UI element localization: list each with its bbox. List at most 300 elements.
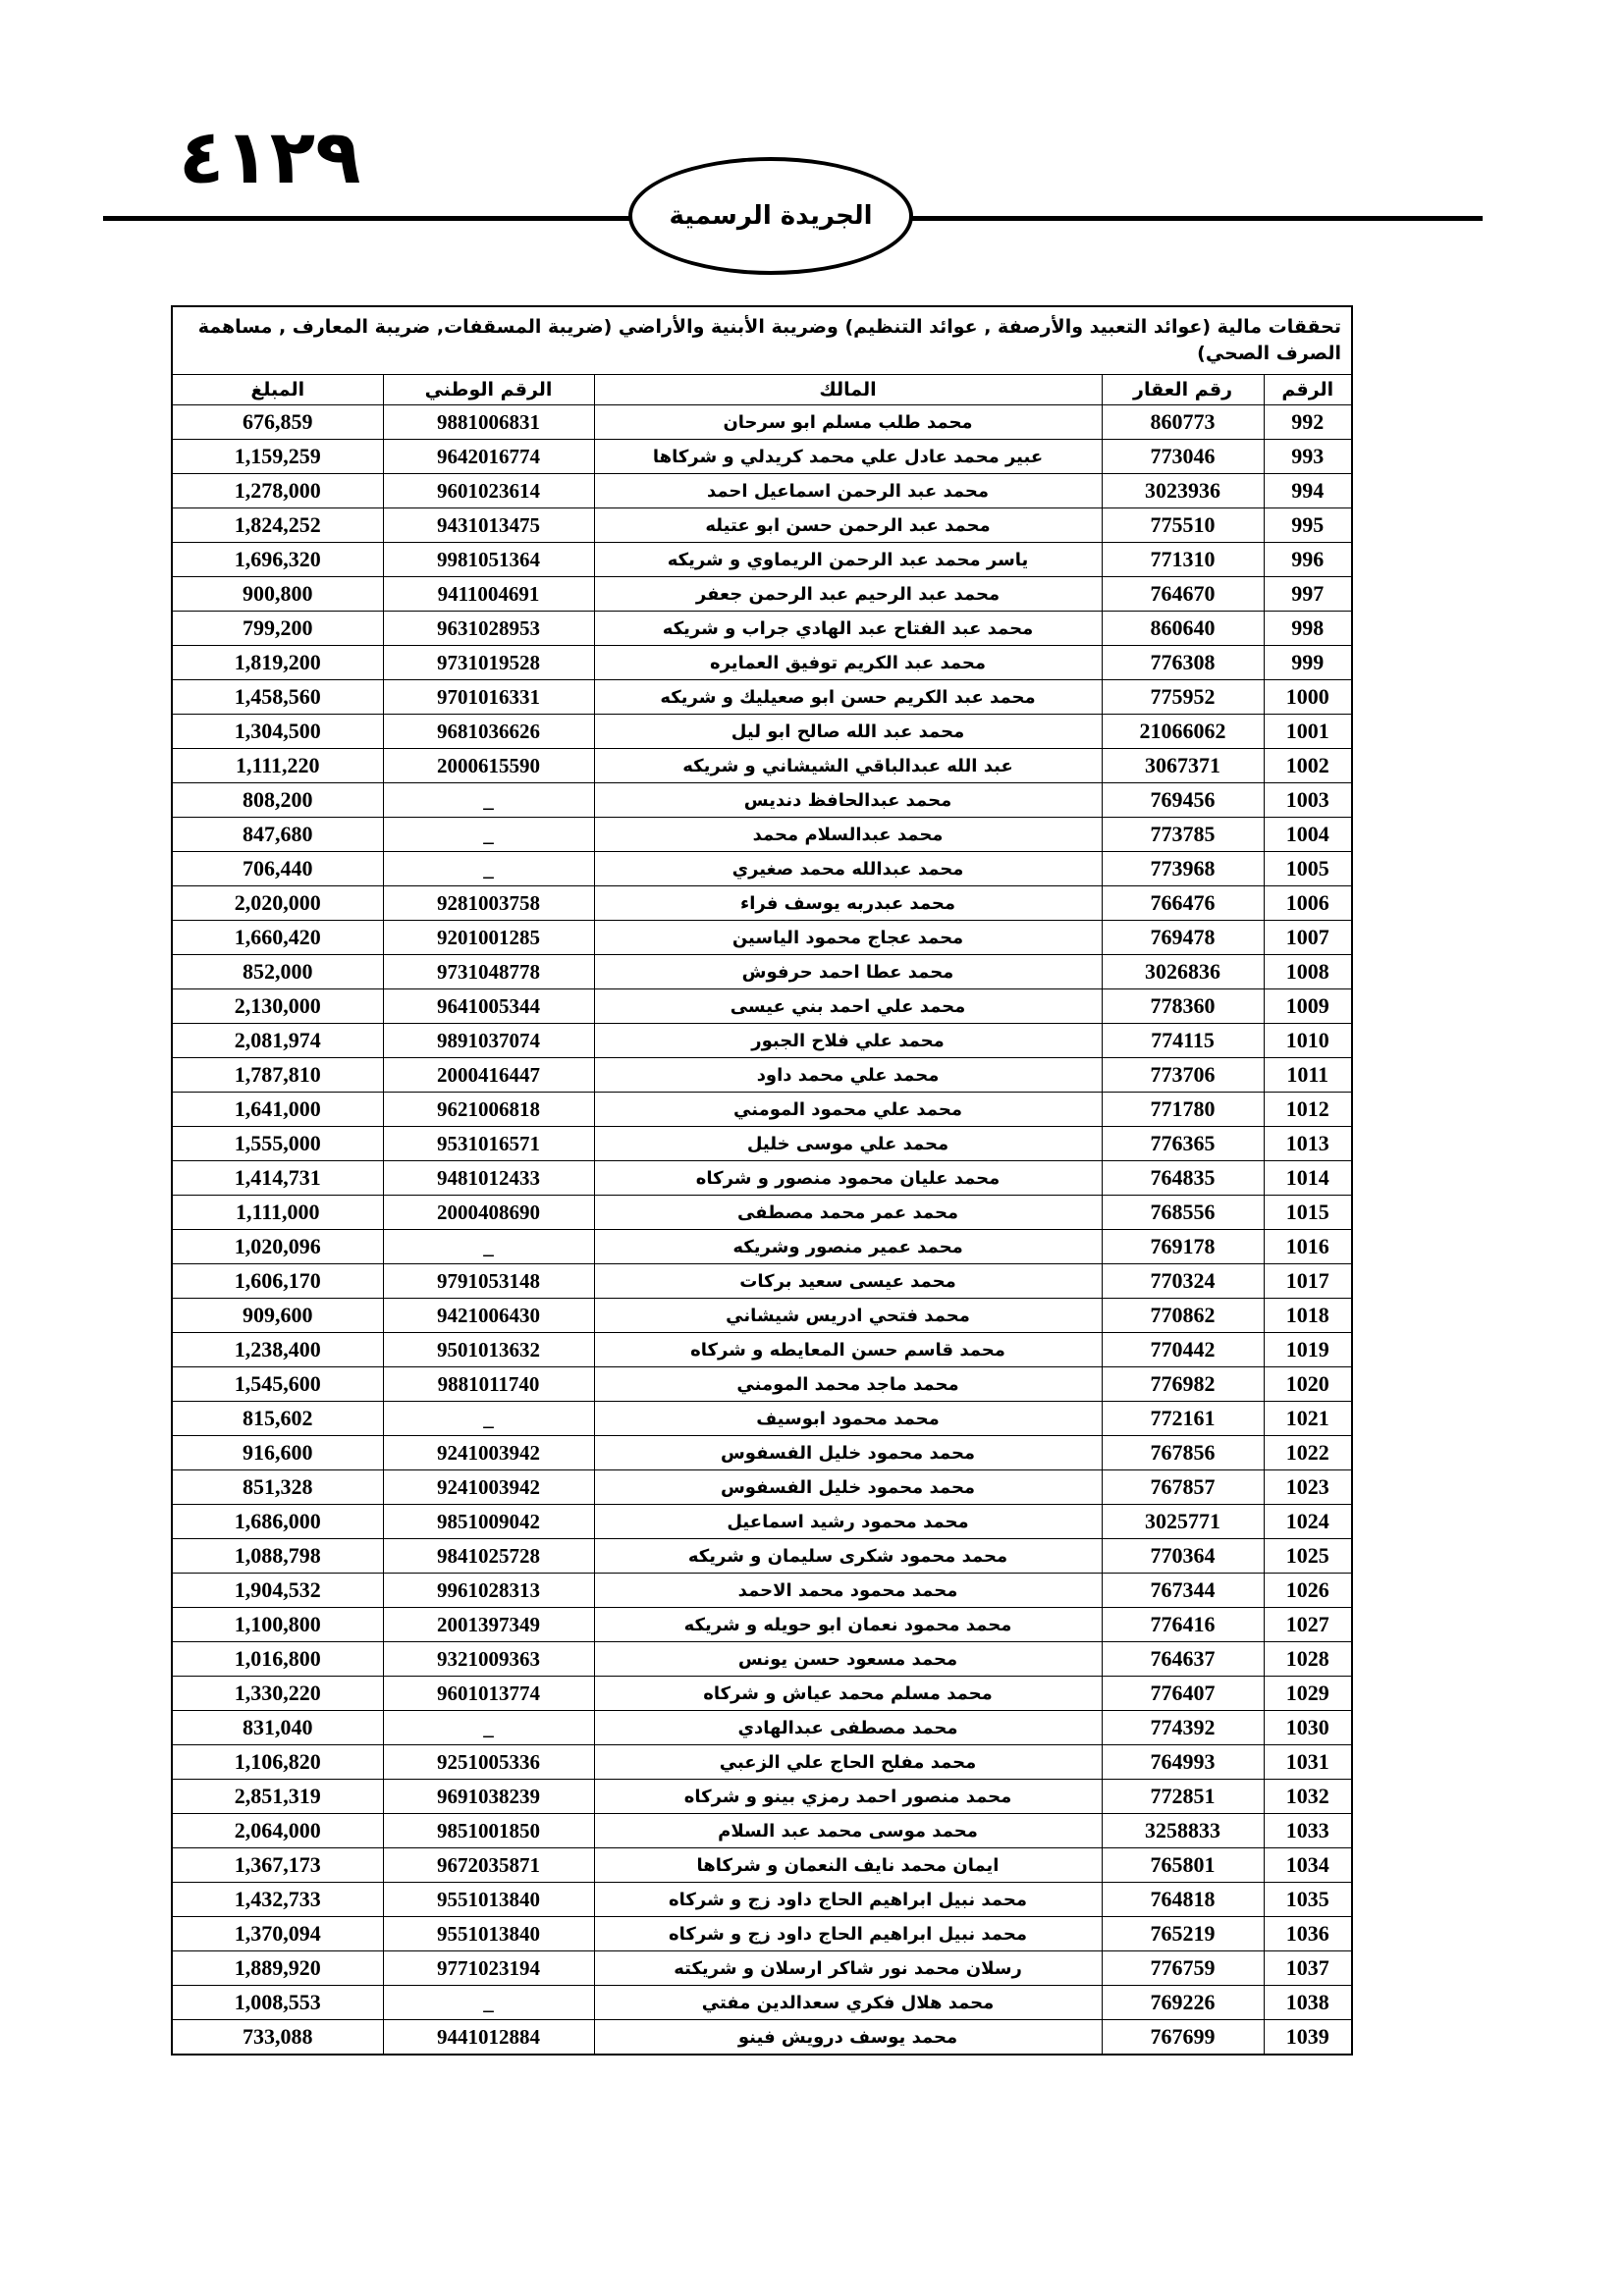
cell-seq: 1001	[1264, 715, 1352, 749]
cell-national: _	[383, 818, 594, 852]
cell-property: 773046	[1102, 440, 1264, 474]
cell-amount: 676,859	[172, 405, 383, 440]
cell-amount: 1,414,731	[172, 1161, 383, 1196]
table-row	[172, 1093, 1352, 1127]
cell-owner: محمد نبيل ابراهيم الحاج داود زج و شركاه	[594, 1883, 1102, 1917]
cell-owner: محمد محمود محمد الاحمد	[594, 1574, 1102, 1608]
cell-property: 764993	[1102, 1745, 1264, 1780]
cell-seq: 993	[1264, 440, 1352, 474]
cell-amount: 1,020,096	[172, 1230, 383, 1264]
cell-owner: محمد مسلم محمد عياش و شركاه	[594, 1677, 1102, 1711]
cell-owner: عبير محمد عادل علي محمد كريدلي و شركاها	[594, 440, 1102, 474]
table-row	[172, 508, 1352, 543]
cell-property: 21066062	[1102, 715, 1264, 749]
cell-property: 769178	[1102, 1230, 1264, 1264]
cell-amount: 851,328	[172, 1470, 383, 1505]
cell-national: _	[383, 1402, 594, 1436]
cell-property: 773706	[1102, 1058, 1264, 1093]
cell-national: 9981051364	[383, 543, 594, 577]
cell-owner: محمد عجاج محمود الياسين	[594, 921, 1102, 955]
table-row	[172, 1470, 1352, 1505]
cell-seq: 995	[1264, 508, 1352, 543]
table-row	[172, 405, 1352, 440]
cell-national: _	[383, 1230, 594, 1264]
cell-owner: محمد محمود نعمان ابو حويله و شريكه	[594, 1608, 1102, 1642]
cell-property: 772851	[1102, 1780, 1264, 1814]
cell-owner: محمد طلب مسلم ابو سرحان	[594, 405, 1102, 440]
cell-seq: 1028	[1264, 1642, 1352, 1677]
cell-seq: 1015	[1264, 1196, 1352, 1230]
table-row	[172, 1539, 1352, 1574]
cell-seq: 1007	[1264, 921, 1352, 955]
cell-property: 860640	[1102, 612, 1264, 646]
cell-owner: محمد عبد الرحيم عبد الرحمن جعفر	[594, 577, 1102, 612]
cell-amount: 2,020,000	[172, 886, 383, 921]
table-row	[172, 1574, 1352, 1608]
cell-owner: محمد محمود خليل الفسفوس	[594, 1470, 1102, 1505]
cell-property: 775510	[1102, 508, 1264, 543]
cell-amount: 706,440	[172, 852, 383, 886]
table-row	[172, 1745, 1352, 1780]
cell-national: 9961028313	[383, 1574, 594, 1608]
cell-amount: 1,824,252	[172, 508, 383, 543]
table-row	[172, 1917, 1352, 1951]
cell-seq: 1035	[1264, 1883, 1352, 1917]
cell-national: 9881011740	[383, 1367, 594, 1402]
cell-seq: 1005	[1264, 852, 1352, 886]
table-row	[172, 1127, 1352, 1161]
cell-seq: 1030	[1264, 1711, 1352, 1745]
records-table	[171, 305, 1353, 2056]
cell-owner: محمد علي احمد بني عيسى	[594, 989, 1102, 1024]
cell-property: 764818	[1102, 1883, 1264, 1917]
cell-amount: 1,008,553	[172, 1986, 383, 2020]
cell-seq: 999	[1264, 646, 1352, 680]
table-row	[172, 1505, 1352, 1539]
cell-amount: 1,606,170	[172, 1264, 383, 1299]
table-row	[172, 1367, 1352, 1402]
cell-seq: 994	[1264, 474, 1352, 508]
table-row	[172, 1642, 1352, 1677]
cell-property: 772161	[1102, 1402, 1264, 1436]
table-row	[172, 1780, 1352, 1814]
cell-seq: 992	[1264, 405, 1352, 440]
cell-seq: 1022	[1264, 1436, 1352, 1470]
cell-amount: 1,100,800	[172, 1608, 383, 1642]
table-row	[172, 1848, 1352, 1883]
header-property: رقم العقار	[1102, 375, 1264, 405]
cell-amount: 831,040	[172, 1711, 383, 1745]
table-row	[172, 886, 1352, 921]
table-row	[172, 1608, 1352, 1642]
cell-seq: 1012	[1264, 1093, 1352, 1127]
cell-amount: 1,686,000	[172, 1505, 383, 1539]
table-row	[172, 715, 1352, 749]
cell-property: 770862	[1102, 1299, 1264, 1333]
cell-owner: ياسر محمد عبد الرحمن الريماوي و شريكه	[594, 543, 1102, 577]
cell-property: 764670	[1102, 577, 1264, 612]
cell-amount: 1,696,320	[172, 543, 383, 577]
cell-national: 9641005344	[383, 989, 594, 1024]
cell-national: 9531016571	[383, 1127, 594, 1161]
cell-property: 770442	[1102, 1333, 1264, 1367]
cell-amount: 1,111,220	[172, 749, 383, 783]
cell-amount: 1,370,094	[172, 1917, 383, 1951]
table-row	[172, 440, 1352, 474]
cell-national: 9441012884	[383, 2020, 594, 2056]
header-oval	[628, 157, 913, 275]
cell-property: 776308	[1102, 646, 1264, 680]
cell-seq: 1013	[1264, 1127, 1352, 1161]
cell-national: 2000416447	[383, 1058, 594, 1093]
cell-property: 3023936	[1102, 474, 1264, 508]
cell-property: 765801	[1102, 1848, 1264, 1883]
cell-property: 776416	[1102, 1608, 1264, 1642]
cell-seq: 1018	[1264, 1299, 1352, 1333]
cell-national: 9731048778	[383, 955, 594, 989]
cell-owner: محمد عبدالحافظ دنديس	[594, 783, 1102, 818]
cell-national: 9251005336	[383, 1745, 594, 1780]
cell-national: 9701016331	[383, 680, 594, 715]
cell-property: 778360	[1102, 989, 1264, 1024]
cell-amount: 2,081,974	[172, 1024, 383, 1058]
cell-seq: 1036	[1264, 1917, 1352, 1951]
cell-amount: 916,600	[172, 1436, 383, 1470]
cell-seq: 1003	[1264, 783, 1352, 818]
cell-property: 771780	[1102, 1093, 1264, 1127]
cell-amount: 2,130,000	[172, 989, 383, 1024]
cell-amount: 1,106,820	[172, 1745, 383, 1780]
header-title: الجريدة الرسمية	[669, 201, 873, 231]
cell-owner: محمد علي موسى خليل	[594, 1127, 1102, 1161]
cell-owner: محمد مصطفى عبدالهادي	[594, 1711, 1102, 1745]
cell-property: 769456	[1102, 783, 1264, 818]
cell-amount: 1,238,400	[172, 1333, 383, 1367]
cell-seq: 1025	[1264, 1539, 1352, 1574]
cell-owner: رسلان محمد نور شاكر ارسلان و شريكته	[594, 1951, 1102, 1986]
cell-owner: محمد محمود خليل الفسفوس	[594, 1436, 1102, 1470]
table-row	[172, 612, 1352, 646]
cell-amount: 1,819,200	[172, 646, 383, 680]
cell-owner: محمد مفلح الحاج علي الزعبي	[594, 1745, 1102, 1780]
cell-property: 770324	[1102, 1264, 1264, 1299]
cell-property: 776982	[1102, 1367, 1264, 1402]
cell-seq: 1031	[1264, 1745, 1352, 1780]
cell-property: 767699	[1102, 2020, 1264, 2056]
cell-owner: محمد عطا احمد حرفوش	[594, 955, 1102, 989]
header-owner: المالك	[594, 375, 1102, 405]
cell-amount: 1,545,600	[172, 1367, 383, 1402]
cell-amount: 1,555,000	[172, 1127, 383, 1161]
table-row	[172, 1951, 1352, 1986]
cell-property: 773968	[1102, 852, 1264, 886]
cell-seq: 997	[1264, 577, 1352, 612]
cell-owner: محمد محمود شكرى سليمان و شريكه	[594, 1539, 1102, 1574]
cell-seq: 1020	[1264, 1367, 1352, 1402]
cell-owner: محمد عبدربه يوسف فراء	[594, 886, 1102, 921]
cell-owner: محمد عمر محمد مصطفى	[594, 1196, 1102, 1230]
cell-owner: محمد يوسف درويش فينو	[594, 2020, 1102, 2056]
table-row	[172, 646, 1352, 680]
cell-owner: محمد هلال فكري سعدالدين مفتي	[594, 1986, 1102, 2020]
cell-owner: محمد عبدالله محمد صغيري	[594, 852, 1102, 886]
header-amount: المبلغ	[172, 375, 383, 405]
table-row	[172, 1814, 1352, 1848]
cell-national: _	[383, 1986, 594, 2020]
cell-national: 9281003758	[383, 886, 594, 921]
cell-property: 764835	[1102, 1161, 1264, 1196]
cell-owner: محمد عبد الرحمن حسن ابو عتيله	[594, 508, 1102, 543]
cell-national: 9601023614	[383, 474, 594, 508]
cell-owner: محمد موسى محمد عبد السلام	[594, 1814, 1102, 1848]
page-number: ٤١٢٩	[179, 113, 361, 200]
cell-amount: 808,200	[172, 783, 383, 818]
cell-property: 3025771	[1102, 1505, 1264, 1539]
cell-amount: 1,787,810	[172, 1058, 383, 1093]
cell-national: 9681036626	[383, 715, 594, 749]
cell-amount: 1,159,259	[172, 440, 383, 474]
table-row	[172, 1024, 1352, 1058]
cell-national: 2000615590	[383, 749, 594, 783]
cell-national: _	[383, 1711, 594, 1745]
cell-national: 9421006430	[383, 1299, 594, 1333]
cell-amount: 1,889,920	[172, 1951, 383, 1986]
table-header-row	[172, 375, 1352, 405]
cell-owner: محمد علي محمود المومني	[594, 1093, 1102, 1127]
cell-property: 771310	[1102, 543, 1264, 577]
table-row	[172, 1230, 1352, 1264]
table-row	[172, 955, 1352, 989]
cell-national: 9771023194	[383, 1951, 594, 1986]
cell-owner: محمد عليان محمود منصور و شركاه	[594, 1161, 1102, 1196]
cell-national: _	[383, 852, 594, 886]
cell-amount: 1,641,000	[172, 1093, 383, 1127]
cell-amount: 2,851,319	[172, 1780, 383, 1814]
cell-seq: 1021	[1264, 1402, 1352, 1436]
cell-national: 9431013475	[383, 508, 594, 543]
table-row	[172, 818, 1352, 852]
cell-seq: 1014	[1264, 1161, 1352, 1196]
cell-owner: ايمان محمد نايف النعمان و شركاها	[594, 1848, 1102, 1883]
cell-property: 770364	[1102, 1539, 1264, 1574]
cell-owner: محمد علي محمد داود	[594, 1058, 1102, 1093]
cell-amount: 1,660,420	[172, 921, 383, 955]
cell-seq: 1027	[1264, 1608, 1352, 1642]
cell-owner: محمد فتحي ادريس شيشاني	[594, 1299, 1102, 1333]
cell-national: 2001397349	[383, 1608, 594, 1642]
cell-national: 9411004691	[383, 577, 594, 612]
cell-national: 9621006818	[383, 1093, 594, 1127]
cell-seq: 1026	[1264, 1574, 1352, 1608]
cell-national: 9891037074	[383, 1024, 594, 1058]
table-row	[172, 543, 1352, 577]
cell-property: 767856	[1102, 1436, 1264, 1470]
cell-amount: 799,200	[172, 612, 383, 646]
cell-amount: 815,602	[172, 1402, 383, 1436]
cell-owner: محمد عمير منصور وشريكه	[594, 1230, 1102, 1264]
cell-owner: محمد عبد الكريم حسن ابو صعيليك و شريكه	[594, 680, 1102, 715]
cell-seq: 1009	[1264, 989, 1352, 1024]
cell-seq: 998	[1264, 612, 1352, 646]
table-row	[172, 474, 1352, 508]
cell-seq: 1037	[1264, 1951, 1352, 1986]
table-row	[172, 1436, 1352, 1470]
cell-national: 9642016774	[383, 440, 594, 474]
cell-seq: 1034	[1264, 1848, 1352, 1883]
cell-owner: محمد منصور احمد رمزي بينو و شركاه	[594, 1780, 1102, 1814]
cell-owner: محمد قاسم حسن المعايطه و شركاه	[594, 1333, 1102, 1367]
cell-national: 9481012433	[383, 1161, 594, 1196]
table-row	[172, 1299, 1352, 1333]
cell-owner: محمد عبد الله صالح ابو ليل	[594, 715, 1102, 749]
cell-owner: محمد عبد الفتاح عبد الهادي جراب و شريكه	[594, 612, 1102, 646]
cell-amount: 1,111,000	[172, 1196, 383, 1230]
cell-amount: 1,330,220	[172, 1677, 383, 1711]
cell-amount: 852,000	[172, 955, 383, 989]
cell-owner: محمد عبد الرحمن اسماعيل احمد	[594, 474, 1102, 508]
cell-national: 2000408690	[383, 1196, 594, 1230]
cell-amount: 1,458,560	[172, 680, 383, 715]
cell-property: 765219	[1102, 1917, 1264, 1951]
cell-amount: 1,432,733	[172, 1883, 383, 1917]
cell-national: 9501013632	[383, 1333, 594, 1367]
cell-seq: 1024	[1264, 1505, 1352, 1539]
cell-owner: محمد محمود رشيد اسماعيل	[594, 1505, 1102, 1539]
cell-national: 9241003942	[383, 1470, 594, 1505]
cell-amount: 1,088,798	[172, 1539, 383, 1574]
table-row	[172, 783, 1352, 818]
cell-national: 9201001285	[383, 921, 594, 955]
cell-seq: 1016	[1264, 1230, 1352, 1264]
table-row	[172, 1333, 1352, 1367]
cell-owner: محمد مسعود حسن يونس	[594, 1642, 1102, 1677]
cell-owner: محمد علي فلاح الجبور	[594, 1024, 1102, 1058]
table-row	[172, 1986, 1352, 2020]
cell-property: 3067371	[1102, 749, 1264, 783]
cell-seq: 1008	[1264, 955, 1352, 989]
table-body	[172, 405, 1352, 2056]
cell-owner: محمد محمود ابوسيف	[594, 1402, 1102, 1436]
table-row	[172, 921, 1352, 955]
cell-national: 9731019528	[383, 646, 594, 680]
cell-national: 9851009042	[383, 1505, 594, 1539]
table-row	[172, 1161, 1352, 1196]
cell-national: 9851001850	[383, 1814, 594, 1848]
table-row	[172, 2020, 1352, 2056]
cell-amount: 1,367,173	[172, 1848, 383, 1883]
cell-amount: 909,600	[172, 1299, 383, 1333]
header-national: الرقم الوطني	[383, 375, 594, 405]
table-row	[172, 1196, 1352, 1230]
cell-national: 9551013840	[383, 1917, 594, 1951]
cell-property: 3026836	[1102, 955, 1264, 989]
cell-amount: 1,016,800	[172, 1642, 383, 1677]
cell-seq: 1017	[1264, 1264, 1352, 1299]
cell-seq: 1019	[1264, 1333, 1352, 1367]
table-row	[172, 1883, 1352, 1917]
cell-amount: 2,064,000	[172, 1814, 383, 1848]
cell-national: 9691038239	[383, 1780, 594, 1814]
table-caption-row	[172, 306, 1352, 375]
cell-property: 774392	[1102, 1711, 1264, 1745]
cell-national: 9241003942	[383, 1436, 594, 1470]
cell-property: 764637	[1102, 1642, 1264, 1677]
cell-amount: 1,904,532	[172, 1574, 383, 1608]
cell-seq: 1004	[1264, 818, 1352, 852]
cell-seq: 1010	[1264, 1024, 1352, 1058]
cell-owner: محمد عيسى سعيد بركات	[594, 1264, 1102, 1299]
cell-national: 9881006831	[383, 405, 594, 440]
cell-national: 9601013774	[383, 1677, 594, 1711]
cell-property: 3258833	[1102, 1814, 1264, 1848]
cell-property: 775952	[1102, 680, 1264, 715]
table-row	[172, 680, 1352, 715]
table-row	[172, 749, 1352, 783]
cell-amount: 733,088	[172, 2020, 383, 2056]
table-row	[172, 852, 1352, 886]
cell-owner: محمد نبيل ابراهيم الحاج داود زج و شركاه	[594, 1917, 1102, 1951]
table-row	[172, 989, 1352, 1024]
cell-seq: 1038	[1264, 1986, 1352, 2020]
cell-owner: عبد الله عبدالباقي الشيشاني و شريكه	[594, 749, 1102, 783]
cell-national: 9321009363	[383, 1642, 594, 1677]
cell-property: 766476	[1102, 886, 1264, 921]
cell-national: 9551013840	[383, 1883, 594, 1917]
cell-amount: 1,304,500	[172, 715, 383, 749]
cell-seq: 1033	[1264, 1814, 1352, 1848]
cell-national: 9791053148	[383, 1264, 594, 1299]
cell-property: 767344	[1102, 1574, 1264, 1608]
cell-national: _	[383, 783, 594, 818]
cell-national: 9631028953	[383, 612, 594, 646]
cell-property: 769226	[1102, 1986, 1264, 2020]
cell-owner: محمد عبد الكريم توفيق العمايره	[594, 646, 1102, 680]
cell-property: 860773	[1102, 405, 1264, 440]
cell-owner: محمد عبدالسلام محمد	[594, 818, 1102, 852]
cell-seq: 1032	[1264, 1780, 1352, 1814]
table-row	[172, 577, 1352, 612]
cell-property: 776759	[1102, 1951, 1264, 1986]
cell-property: 768556	[1102, 1196, 1264, 1230]
cell-property: 774115	[1102, 1024, 1264, 1058]
table-row	[172, 1677, 1352, 1711]
cell-amount: 900,800	[172, 577, 383, 612]
cell-seq: 1023	[1264, 1470, 1352, 1505]
cell-national: 9672035871	[383, 1848, 594, 1883]
cell-property: 776407	[1102, 1677, 1264, 1711]
table-row	[172, 1058, 1352, 1093]
cell-seq: 1011	[1264, 1058, 1352, 1093]
cell-property: 767857	[1102, 1470, 1264, 1505]
cell-seq: 1002	[1264, 749, 1352, 783]
table-row	[172, 1264, 1352, 1299]
header-seq: الرقم	[1264, 375, 1352, 405]
table-caption: تحققات مالية (عوائد التعبيد والأرصفة , عوائد التنظيم) وضريبة الأبنية والأراضي (ضريبة المسقفات, ضريبة المعارف , مساهمة الصرف الصحي)	[172, 306, 1352, 375]
cell-property: 769478	[1102, 921, 1264, 955]
cell-national: 9841025728	[383, 1539, 594, 1574]
cell-seq: 1000	[1264, 680, 1352, 715]
cell-owner: محمد ماجد محمد المومني	[594, 1367, 1102, 1402]
cell-seq: 996	[1264, 543, 1352, 577]
cell-seq: 1029	[1264, 1677, 1352, 1711]
cell-amount: 847,680	[172, 818, 383, 852]
cell-amount: 1,278,000	[172, 474, 383, 508]
cell-seq: 1006	[1264, 886, 1352, 921]
table-row	[172, 1711, 1352, 1745]
cell-property: 773785	[1102, 818, 1264, 852]
cell-property: 776365	[1102, 1127, 1264, 1161]
table-row	[172, 1402, 1352, 1436]
